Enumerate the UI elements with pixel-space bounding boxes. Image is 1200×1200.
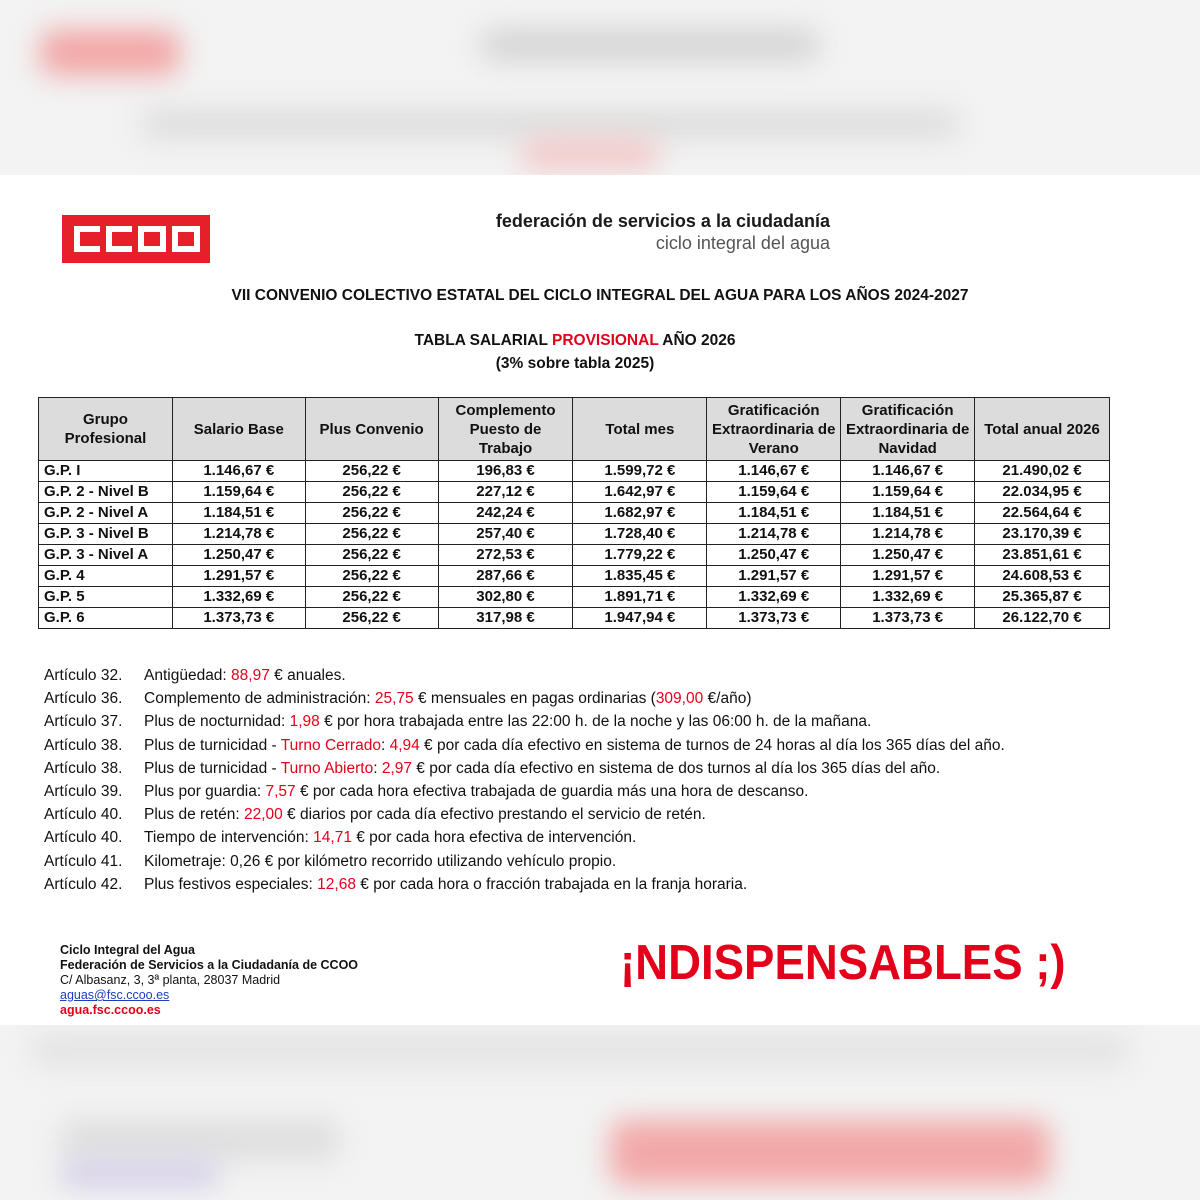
article-text: € por cada hora efectiva trabajada de guardia más una hora de descanso. — [295, 782, 809, 800]
article-text: € mensuales en pagas ordinarias ( — [413, 690, 656, 708]
article-text: Plus de turnicidad - — [144, 736, 281, 754]
value-cell: 1.159,64 € — [707, 482, 841, 503]
value-cell: 1.250,47 € — [841, 545, 975, 566]
article-text: € por hora trabajada entre las 22:00 h. de la noche y las 06:00 h. de la mañana. — [319, 713, 872, 731]
column-header: Gratificación Extraordinaria de Navidad — [841, 398, 975, 461]
value-cell: 1.835,45 € — [573, 566, 707, 587]
table-row — [39, 524, 1110, 545]
provisional-label: PROVISIONAL — [552, 332, 659, 349]
value-cell: 25.365,87 € — [975, 587, 1110, 608]
value-cell: 1.728,40 € — [573, 524, 707, 545]
value-cell: 1.250,47 € — [707, 545, 841, 566]
article-amount: 22,00 — [243, 806, 283, 824]
salary-table — [38, 397, 1110, 629]
article-number: Artículo 40. — [44, 829, 123, 847]
article-line — [44, 803, 1154, 826]
value-cell: 1.184,51 € — [707, 503, 841, 524]
article-number: Artículo 38. — [44, 759, 123, 777]
ccoo-logo — [62, 215, 210, 263]
value-cell: 1.146,67 € — [841, 461, 975, 482]
group-cell: G.P. 2 - Nivel B — [39, 482, 173, 503]
org-title: federación de servicios a la ciudadanía — [495, 211, 830, 231]
column-header: Total anual 2026 — [975, 398, 1110, 461]
article-number: Artículo 39. — [44, 782, 123, 800]
article-text: €/año) — [703, 690, 752, 708]
article-text: Plus de nocturnidad: — [144, 713, 290, 731]
article-line — [44, 664, 1154, 687]
article-number: Artículo 38. — [44, 736, 123, 754]
article-text: Kilometraje: 0,26 € por kilómetro recorrido utilizando vehículo propio. — [144, 852, 617, 870]
value-cell: 317,98 € — [438, 608, 573, 629]
blurred-footer-background — [0, 1025, 1200, 1200]
value-cell: 22.564,64 € — [975, 503, 1110, 524]
article-amount: Turno Cerrado — [280, 736, 381, 754]
article-text: € diarios por cada día efectivo prestando el servicio de retén. — [282, 806, 706, 824]
article-number: Artículo 37. — [44, 713, 123, 731]
agreement-title: VII CONVENIO COLECTIVO ESTATAL DEL CICLO INTEGRAL DEL AGUA PARA LOS AÑOS 2024-2027 — [231, 287, 969, 304]
article-number: Artículo 41. — [44, 852, 123, 870]
article-amount: Turno Abierto — [280, 759, 374, 777]
article-text: € anuales. — [269, 667, 346, 684]
article-amount: 88,97 — [231, 667, 270, 684]
value-cell: 256,22 € — [305, 545, 438, 566]
article-number: Artículo 36. — [44, 690, 123, 708]
article-number: Artículo 40. — [44, 806, 123, 824]
table-row — [39, 461, 1110, 482]
column-header: Total mes — [573, 398, 707, 461]
article-text: € por cada hora o fracción trabajada en la franja horaria. — [355, 875, 748, 893]
value-cell: 1.332,69 € — [172, 587, 305, 608]
value-cell: 256,22 € — [305, 503, 438, 524]
value-cell: 256,22 € — [305, 608, 438, 629]
footer-web-link[interactable]: agua.fsc.ccoo.es — [60, 1003, 161, 1017]
table-row — [39, 587, 1110, 608]
value-cell: 1.332,69 € — [707, 587, 841, 608]
article-number: Artículo 32. — [44, 667, 123, 684]
table-header-row — [39, 398, 1110, 461]
group-cell: G.P. 4 — [39, 566, 173, 587]
value-cell: 1.947,94 € — [573, 608, 707, 629]
value-cell: 1.159,64 € — [841, 482, 975, 503]
value-cell: 1.373,73 € — [841, 608, 975, 629]
article-text: Tiempo de intervención: — [144, 829, 314, 847]
table-row — [39, 503, 1110, 524]
table-row — [39, 482, 1110, 503]
value-cell: 1.642,97 € — [573, 482, 707, 503]
value-cell: 1.184,51 € — [172, 503, 305, 524]
article-line — [44, 780, 1154, 803]
salary-document — [0, 175, 1200, 1025]
group-cell: G.P. 6 — [39, 608, 173, 629]
value-cell: 1.291,57 € — [841, 566, 975, 587]
article-text: Plus festivos especiales: — [144, 875, 318, 893]
article-line — [44, 710, 1154, 733]
value-cell: 196,83 € — [438, 461, 573, 482]
value-cell: 23.170,39 € — [975, 524, 1110, 545]
article-text: Plus por guardia: — [144, 782, 266, 800]
table-title — [0, 332, 1150, 350]
value-cell: 1.599,72 € — [573, 461, 707, 482]
value-cell: 1.214,78 € — [841, 524, 975, 545]
article-text: € por cada hora efectiva de intervención. — [351, 829, 637, 847]
value-cell: 256,22 € — [305, 566, 438, 587]
group-cell: G.P. 3 - Nivel B — [39, 524, 173, 545]
value-cell: 1.373,73 € — [172, 608, 305, 629]
article-line — [44, 826, 1154, 849]
article-line — [44, 687, 1154, 710]
column-header: Gratificación Extraordinaria de Verano — [707, 398, 841, 461]
articles-list — [44, 664, 1154, 896]
article-text: : — [380, 736, 390, 754]
article-amount: 309,00 — [655, 690, 704, 708]
value-cell: 227,12 € — [438, 482, 573, 503]
value-cell: 21.490,02 € — [975, 461, 1110, 482]
value-cell: 1.159,64 € — [172, 482, 305, 503]
article-amount: 4,94 — [389, 736, 420, 754]
value-cell: 24.608,53 € — [975, 566, 1110, 587]
column-header: Complemento Puesto de Trabajo — [438, 398, 573, 461]
article-amount: 14,71 — [313, 829, 352, 847]
table-row — [39, 608, 1110, 629]
footer-line2: Federación de Servicios a la Ciudadanía de CCOO — [60, 958, 359, 972]
column-header: Plus Convenio — [305, 398, 438, 461]
value-cell: 256,22 € — [305, 587, 438, 608]
value-cell: 1.146,67 € — [172, 461, 305, 482]
table-title-prefix: TABLA SALARIAL — [414, 332, 552, 349]
article-text: € por cada día efectivo en sistema de turnos de 24 horas al día los 365 días del año. — [419, 736, 1005, 754]
organization-name — [450, 210, 830, 254]
value-cell: 287,66 € — [438, 566, 573, 587]
value-cell: 26.122,70 € — [975, 608, 1110, 629]
article-text: : — [373, 759, 382, 777]
value-cell: 272,53 € — [438, 545, 573, 566]
article-text: € por cada día efectivo en sistema de dos turnos al día los 365 días del año. — [412, 759, 941, 777]
article-amount: 7,57 — [265, 782, 296, 800]
column-header: Salario Base — [172, 398, 305, 461]
article-amount: 25,75 — [374, 690, 414, 708]
article-amount: 12,68 — [317, 875, 356, 893]
article-amount: 1,98 — [289, 713, 320, 731]
value-cell: 1.146,67 € — [707, 461, 841, 482]
value-cell: 256,22 € — [305, 524, 438, 545]
table-row — [39, 545, 1110, 566]
article-text: Plus de turnicidad - — [144, 759, 281, 777]
article-line — [44, 850, 1154, 873]
value-cell: 1.250,47 € — [172, 545, 305, 566]
table-title-suffix: AÑO 2026 — [658, 332, 736, 349]
value-cell: 256,22 € — [305, 482, 438, 503]
footer-line1: Ciclo Integral del Agua — [60, 943, 195, 957]
group-cell: G.P. 5 — [39, 587, 173, 608]
footer-email-link[interactable]: aguas@fsc.ccoo.es — [60, 988, 170, 1002]
value-cell: 1.214,78 € — [172, 524, 305, 545]
group-cell: G.P. I — [39, 461, 173, 482]
value-cell: 1.291,57 € — [172, 566, 305, 587]
article-text: Antigüedad: — [144, 667, 232, 684]
article-line — [44, 757, 1154, 780]
value-cell: 302,80 € — [438, 587, 573, 608]
value-cell: 1.214,78 € — [707, 524, 841, 545]
org-subtitle: ciclo integral del agua — [655, 233, 830, 253]
column-header: Grupo Profesional — [39, 398, 173, 461]
contact-footer — [60, 943, 358, 1018]
value-cell: 242,24 € — [438, 503, 573, 524]
footer-address: C/ Albasanz, 3, 3ª planta, 28037 Madrid — [60, 973, 281, 987]
value-cell: 23.851,61 € — [975, 545, 1110, 566]
value-cell: 257,40 € — [438, 524, 573, 545]
article-number: Artículo 42. — [44, 875, 123, 893]
value-cell: 256,22 € — [305, 461, 438, 482]
article-line — [44, 873, 1154, 896]
article-line — [44, 734, 1154, 757]
value-cell: 1.291,57 € — [707, 566, 841, 587]
value-cell: 1.891,71 € — [573, 587, 707, 608]
value-cell: 1.332,69 € — [841, 587, 975, 608]
value-cell: 1.779,22 € — [573, 545, 707, 566]
slogan: ¡NDISPENSABLES ;) — [620, 936, 1066, 990]
value-cell: 22.034,95 € — [975, 482, 1110, 503]
blurred-header-background — [0, 0, 1200, 175]
article-text: Plus de retén: — [144, 806, 244, 824]
table-body — [39, 461, 1110, 629]
article-text: Complemento de administración: — [144, 690, 375, 708]
table-row — [39, 566, 1110, 587]
value-cell: 1.682,97 € — [573, 503, 707, 524]
table-note: (3% sobre tabla 2025) — [495, 355, 655, 372]
article-amount: 2,97 — [381, 759, 412, 777]
group-cell: G.P. 3 - Nivel A — [39, 545, 173, 566]
group-cell: G.P. 2 - Nivel A — [39, 503, 173, 524]
value-cell: 1.373,73 € — [707, 608, 841, 629]
value-cell: 1.184,51 € — [841, 503, 975, 524]
